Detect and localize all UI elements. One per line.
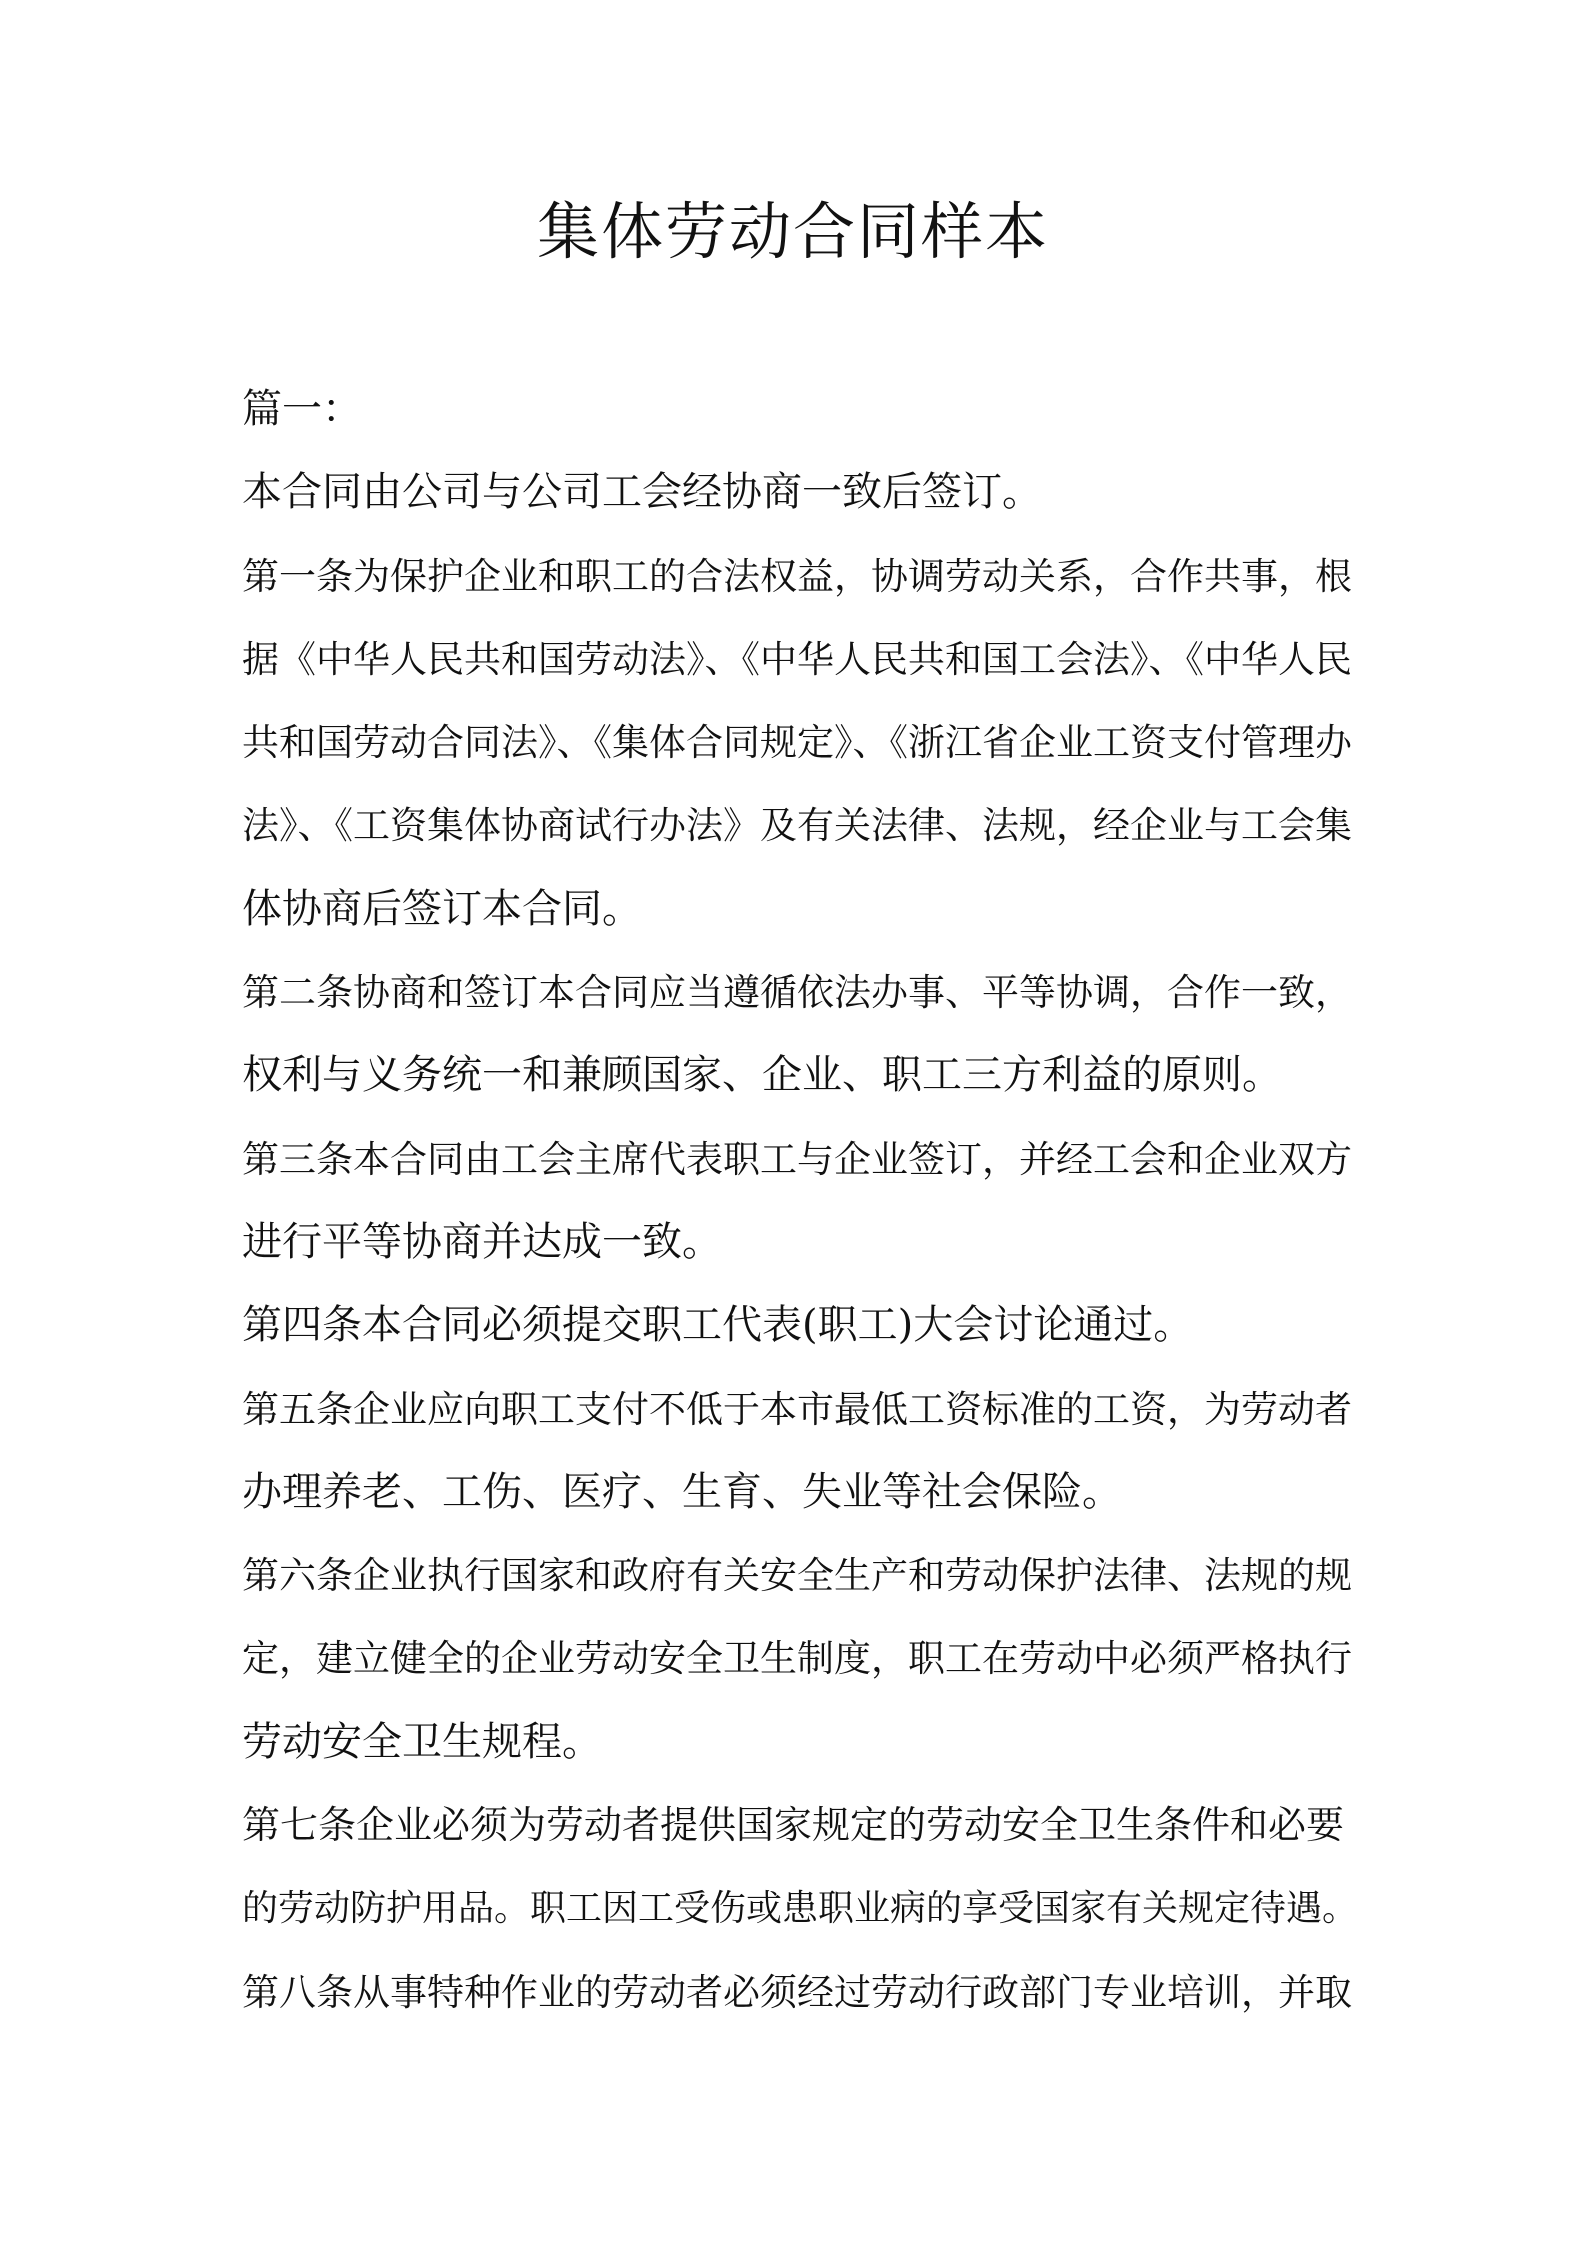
text-line: 第四条本合同必须提交职工代表(职工)大会讨论通过。 <box>242 1302 1194 1349</box>
text-line: 权利与义务统一和兼顾国家、企业、职工三方利益的原则。 <box>242 1052 1282 1099</box>
text-line: 定，建立健全的企业劳动安全卫生制度，职工在劳动中必须严格执行 <box>242 1637 1352 1681</box>
text-line: 第三条本合同由工会主席代表职工与企业签订，并经工会和企业双方 <box>242 1137 1352 1181</box>
text-line: 第五条企业应向职工支付不低于本市最低工资标准的工资，为劳动者 <box>242 1387 1352 1431</box>
text-line: 办理养老、工伤、医疗、生育、失业等社会保险。 <box>242 1468 1122 1515</box>
text-line: 篇一： <box>242 386 362 432</box>
text-line: 据《中华人民共和国劳动法》、《中华人民共和国工会法》、《中华人民 <box>242 637 1352 681</box>
document-title: 集体劳动合同样本 <box>536 195 1049 268</box>
text-line: 的劳动防护用品。职工因工受伤或患职业病的享受国家有关规定待遇。 <box>242 1888 1359 1930</box>
text-line: 法》、《工资集体协商试行办法》及有关法律、法规，经企业与工会集 <box>242 804 1352 848</box>
text-line: 第七条企业必须为劳动者提供国家规定的劳动安全卫生条件和必要 <box>242 1803 1345 1848</box>
text-line: 第八条从事特种作业的劳动者必须经过劳动行政部门专业培训，并取 <box>242 1970 1352 2014</box>
text-line: 劳动安全卫生规程。 <box>242 1718 602 1765</box>
text-line: 共和国劳动合同法》、《集体合同规定》、《浙江省企业工资支付管理办 <box>242 721 1352 765</box>
document-body <box>242 368 1362 2034</box>
text-line: 体协商后签订本合同。 <box>242 885 642 932</box>
text-line: 进行平等协商并达成一致。 <box>242 1218 722 1265</box>
text-line: 第一条为保护企业和职工的合法权益，协调劳动关系，合作共事，根 <box>242 554 1352 598</box>
text-line: 第二条协商和签订本合同应当遵循依法办事、平等协调，合作一致， <box>242 971 1352 1015</box>
text-line: 第六条企业执行国家和政府有关安全生产和劳动保护法律、法规的规 <box>242 1554 1352 1598</box>
text-line: 本合同由公司与公司工会经协商一致后签订。 <box>242 469 1042 516</box>
